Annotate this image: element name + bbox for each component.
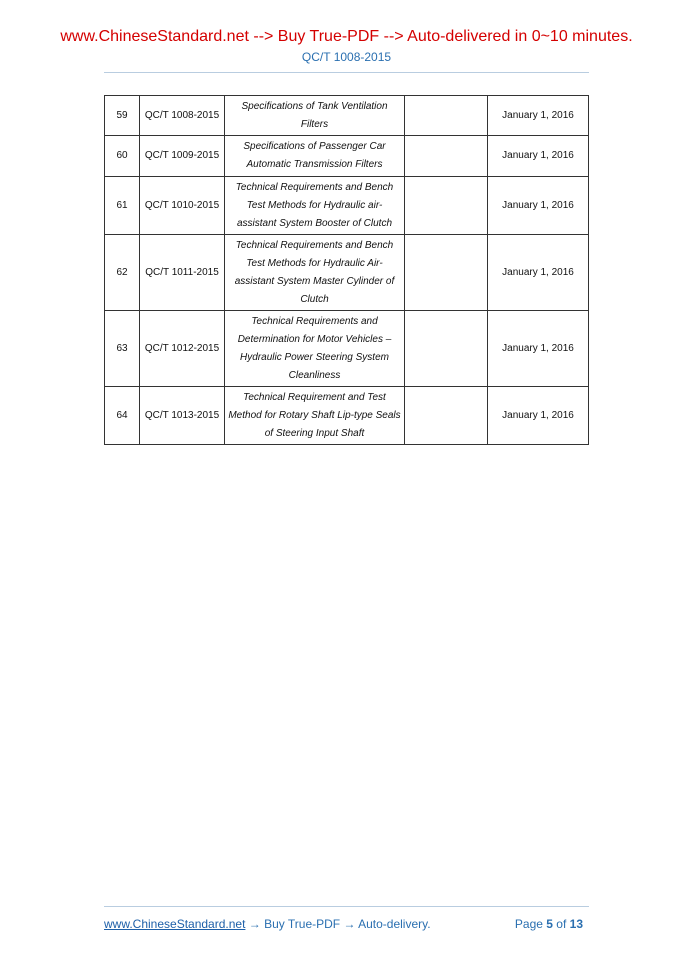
row-number: 60 [105,136,140,177]
page-indicator [515,916,583,932]
page-footer [104,916,589,934]
row-number: 61 [105,177,140,235]
standard-title: Specifications of Tank Ventilation Filters [225,96,405,136]
standard-title: Technical Requirements and Bench Test Methods for Hydraulic Air-assistant System Master Cylinder of Clutch [225,235,405,311]
blank-cell [405,136,488,177]
footer-divider [104,906,589,907]
table-row [105,387,589,445]
standards-table-body [105,96,589,445]
page-word: Page [514,917,547,931]
implementation-date: January 1, 2016 [488,235,589,311]
blank-cell [405,311,488,387]
implementation-date: January 1, 2016 [488,136,589,177]
row-number: 59 [105,96,140,136]
row-number: 62 [105,235,140,311]
page-current: 5 [546,917,553,931]
standards-table [104,95,589,445]
blank-cell [405,96,488,136]
standard-code: QC/T 1009-2015 [140,136,225,177]
standard-code: QC/T 1012-2015 [140,311,225,387]
implementation-date: January 1, 2016 [488,96,589,136]
table-row [105,177,589,235]
row-number: 64 [105,387,140,445]
footer-delivery-text: → Buy True-PDF → Auto-delivery. [245,917,431,931]
blank-cell [405,387,488,445]
implementation-date: January 1, 2016 [488,311,589,387]
document-code: QC/T 1008-2015 [301,50,392,64]
footer-purchase-note [104,916,431,932]
standard-title: Technical Requirement and Test Method for Rotary Shaft Lip-type Seals of Steering Input Shaft [225,387,405,445]
blank-cell [405,177,488,235]
header-banner: www.ChineseStandard.net --> Buy True-PDF --> Auto-delivered in 0~10 minutes. [60,28,633,45]
blank-cell [405,235,488,311]
implementation-date: January 1, 2016 [488,177,589,235]
standard-title: Technical Requirements and Determination for Motor Vehicles – Hydraulic Power Steering System Cleanliness [225,311,405,387]
table-row [105,96,589,136]
standard-title: Specifications of Passenger Car Automatic Transmission Filters [225,136,405,177]
standard-code: QC/T 1008-2015 [140,96,225,136]
implementation-date: January 1, 2016 [488,387,589,445]
table-row [105,235,589,311]
header-divider [104,72,589,73]
table-row [105,136,589,177]
standard-code: QC/T 1010-2015 [140,177,225,235]
standard-code: QC/T 1011-2015 [140,235,225,311]
standard-code: QC/T 1013-2015 [140,387,225,445]
row-number: 63 [105,311,140,387]
standard-title: Technical Requirements and Bench Test Methods for Hydraulic air-assistant System Booster of Clutch [225,177,405,235]
table-row [105,311,589,387]
of-word: of [552,917,570,931]
page-total: 13 [569,917,583,931]
footer-site-link[interactable]: www.ChineseStandard.net [104,917,246,931]
